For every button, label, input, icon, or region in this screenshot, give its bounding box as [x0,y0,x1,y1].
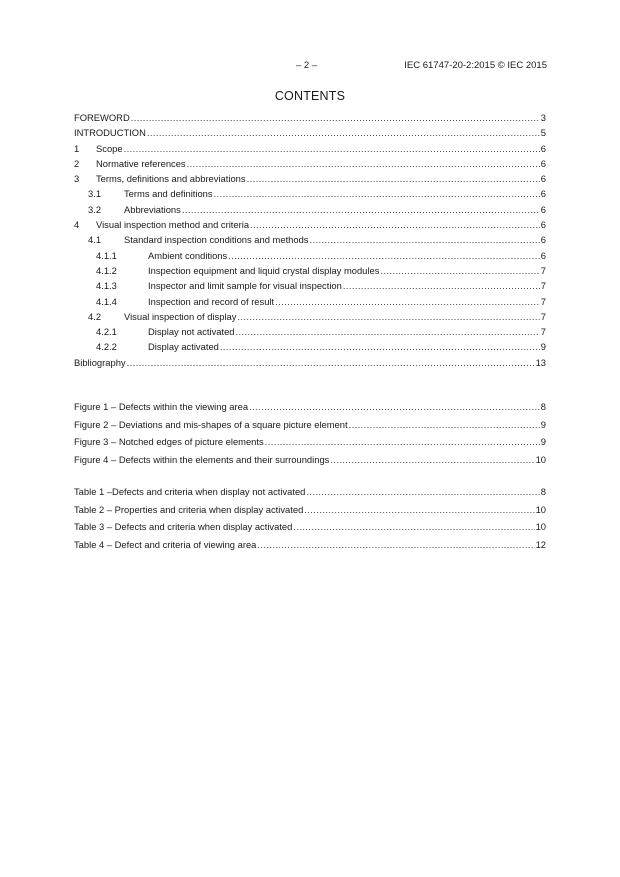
toc-entry-page: 7 [540,310,546,322]
dot-leader [275,296,540,307]
toc-entry-visual-inspection-display[interactable] [74,311,546,326]
toc-entry-number: 4 [74,219,80,231]
toc-entry-page: 6 [540,157,546,169]
dot-leader [127,357,535,368]
toc-entry-page: 9 [540,341,546,353]
dot-leader [380,265,539,276]
toc-entry-number: 2 [74,157,80,169]
dot-leader [349,419,540,430]
toc-entry-inspection-equipment[interactable] [74,265,546,280]
toc-entry-terms-definitions[interactable] [74,188,546,203]
dot-leader [124,143,540,154]
dot-leader [306,486,539,497]
toc-entry-display-not-activated[interactable] [74,326,546,341]
figure-entry-1[interactable] [74,401,546,419]
toc-entry-ambient-conditions[interactable] [74,250,546,265]
dot-leader [265,436,540,447]
dot-leader [304,504,534,515]
toc-entry-page: 6 [540,142,546,154]
toc-entry-page: 6 [540,188,546,200]
toc-entry-page: 13 [535,356,546,368]
figure-entry-3[interactable] [74,436,546,454]
toc-entry-label: FOREWORD [74,112,130,123]
toc-entry-label: Terms and definitions [124,188,213,200]
page-number: – 2 – [296,60,318,71]
figure-entry-page: 8 [540,401,546,412]
dot-leader [249,401,540,412]
toc-entry-label: Scope [96,142,123,154]
figure-entry-2[interactable] [74,419,546,437]
tables-list [74,486,546,556]
toc-entry-number: 3 [74,173,80,185]
toc-entry-label: Inspector and limit sample for visual inspection [148,280,342,292]
dot-leader [330,454,534,465]
toc-entry-number: 3.2 [88,203,102,215]
table-entry-1[interactable] [74,486,546,504]
toc-entry-label: Visual inspection of display [124,310,237,322]
table-entry-page: 12 [535,538,546,550]
dot-leader [214,188,540,199]
table-entry-label: Table 1 –Defects and criteria when display not activated [74,486,306,497]
toc-entry-abbreviations[interactable] [74,204,546,219]
toc-entry-label: Inspection and record of result [148,295,275,307]
figure-entry-label: Figure 2 – Deviations and mis-shapes of a square picture element [74,418,348,430]
toc-entry-terms[interactable] [74,173,546,188]
dot-leader [257,539,534,550]
toc-entry-standard-inspection[interactable] [74,234,546,249]
toc-entry-foreword[interactable] [74,112,546,127]
toc-entry-label: INTRODUCTION [74,127,146,139]
dot-leader [131,112,540,123]
dot-leader [147,127,540,138]
page-header [0,60,620,74]
figures-list [74,401,546,471]
figure-entry-label: Figure 3 – Notched edges of picture elements [74,436,264,447]
table-entry-2[interactable] [74,504,546,522]
toc-entry-number: 4.2.2 [96,341,117,353]
toc-entry-label: Inspection equipment and liquid crystal display modules [148,264,380,276]
toc-entry-label: Terms, definitions and abbreviations [96,173,246,185]
dot-leader [187,158,540,169]
dot-leader [228,250,540,261]
toc-entry-label: Display activated [148,341,219,353]
dot-leader [220,341,540,352]
toc-entry-page: 6 [540,173,546,185]
dot-leader [247,173,540,184]
table-entry-page: 10 [535,503,546,515]
toc-entry-label: Abbreviations [124,203,181,215]
page-title: CONTENTS [274,89,346,103]
toc-entry-number: 4.2.1 [96,326,117,338]
dot-leader [237,311,539,322]
toc-entry-number: 3.1 [88,188,102,200]
toc-entry-scope[interactable] [74,143,546,158]
toc-entry-bibliography[interactable] [74,357,546,372]
toc-entry-display-activated[interactable] [74,341,546,356]
table-entry-label: Table 3 – Defects and criteria when display activated [74,521,293,532]
toc-entry-label: Ambient conditions [148,249,228,261]
figure-entry-label: Figure 4 – Defects within the elements and their surroundings [74,453,330,465]
dot-leader [343,280,540,291]
figure-entry-page: 9 [540,436,546,447]
table-entry-page: 10 [535,521,546,532]
dot-leader [293,521,534,532]
toc-entry-inspector-limit-sample[interactable] [74,280,546,295]
figure-entry-page: 10 [535,453,546,465]
toc-entry-page: 6 [540,249,546,261]
dot-leader [310,234,540,245]
dot-leader [236,326,540,337]
toc-entry-page: 6 [540,219,546,231]
toc-entry-introduction[interactable] [74,127,546,142]
toc-entry-number: 4.1 [88,234,102,246]
document-identifier: IEC 61747-20-2:2015 © IEC 2015 [404,60,547,71]
table-entry-label: Table 4 – Defect and criteria of viewing area [74,538,257,550]
table-entry-page: 8 [540,486,546,497]
dot-leader [182,204,540,215]
toc-entry-label: Bibliography [74,356,126,368]
toc-entry-normative-references[interactable] [74,158,546,173]
toc-entry-page: 7 [540,326,546,338]
figure-entry-page: 9 [540,418,546,430]
toc-entry-page: 7 [540,295,546,307]
dot-leader [250,219,540,230]
toc-entry-number: 4.2 [88,310,102,322]
toc-entry-number: 4.1.4 [96,295,117,307]
toc-entry-label: Normative references [96,157,186,169]
toc-entry-page: 6 [540,234,546,246]
toc-list [74,112,546,372]
table-entry-3[interactable] [74,521,546,539]
toc-entry-page: 7 [540,264,546,276]
toc-entry-visual-inspection[interactable] [74,219,546,234]
toc-entry-number: 1 [74,142,80,154]
toc-entry-inspection-record[interactable] [74,296,546,311]
table-entry-label: Table 2 – Properties and criteria when display activated [74,503,304,515]
toc-entry-page: 7 [540,280,546,292]
toc-entry-number: 4.1.3 [96,280,117,292]
figure-entry-4[interactable] [74,454,546,472]
toc-entry-page: 6 [540,203,546,215]
toc-entry-page: 5 [540,127,546,139]
toc-entry-label: Standard inspection conditions and methods [124,234,309,246]
toc-entry-label: Visual inspection method and criteria [96,219,250,231]
table-entry-4[interactable] [74,539,546,557]
toc-entry-number: 4.1.1 [96,249,117,261]
figure-entry-label: Figure 1 – Defects within the viewing area [74,401,249,412]
toc-entry-number: 4.1.2 [96,264,117,276]
toc-entry-page: 3 [540,112,546,123]
toc-entry-label: Display not activated [148,326,235,338]
